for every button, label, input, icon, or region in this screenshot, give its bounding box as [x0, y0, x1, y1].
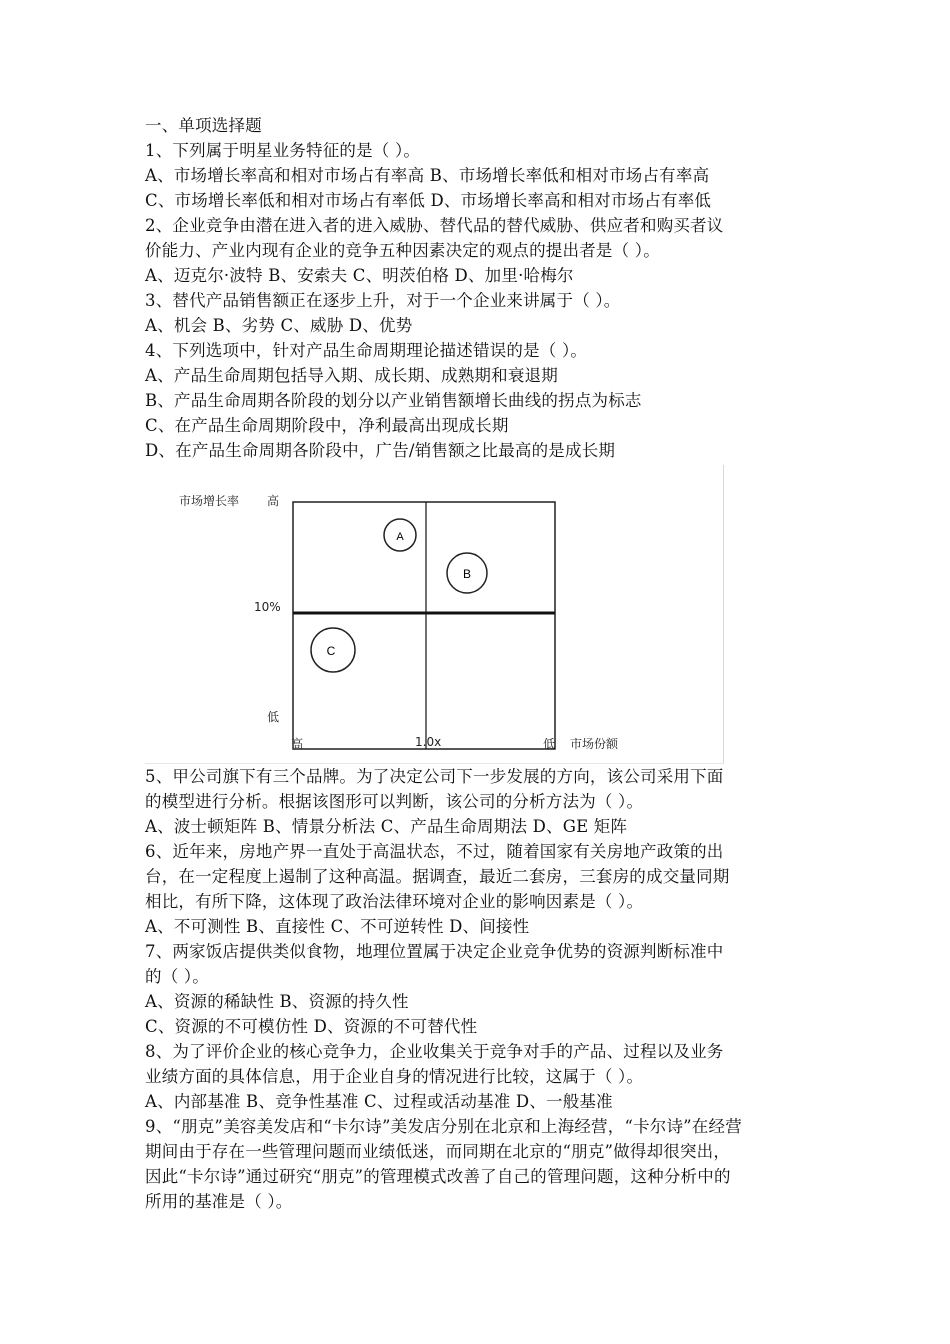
- text-line: B、产品生命周期各阶段的划分以产业销售额增长曲线的拐点为标志: [145, 391, 642, 410]
- text-line: A、资源的稀缺性 B、资源的持久性: [145, 992, 409, 1011]
- x-high-label: 高: [291, 737, 304, 751]
- x-axis-label: 市场份额: [570, 737, 619, 751]
- section-title: 一、单项选择题: [145, 116, 262, 135]
- circle-a-label: A: [396, 531, 404, 543]
- bcg-matrix-diagram: [145, 465, 723, 763]
- text-line: 所用的基准是（ ）。: [145, 1192, 293, 1211]
- text-line: C、资源的不可模仿性 D、资源的不可替代性: [145, 1017, 478, 1036]
- text-line: 3、替代产品销售额正在逐步上升，对于一个企业来讲属于（ ）。: [145, 291, 621, 310]
- matrix-frame: [293, 502, 555, 749]
- text-line: 期间由于存在一些管理问题而业绩低迷，而同期在北京的“朋克”做得却很突出，: [145, 1142, 731, 1161]
- questions-1-4: [145, 138, 815, 463]
- text-line: 相比，有所下降，这体现了政治法律环境对企业的影响因素是（ ）。: [145, 892, 644, 911]
- y-axis-label: 市场增长率: [179, 494, 240, 508]
- text-line: A、不可测性 B、直接性 C、不可逆转性 D、间接性: [145, 917, 530, 936]
- text-line: 7、两家饭店提供类似食物，地理位置属于决定企业竞争优势的资源判断标准中: [145, 942, 724, 961]
- text-line: A、迈克尔·波特 B、安索夫 C、明茨伯格 D、加里·哈梅尔: [145, 266, 574, 285]
- circle-c-label: C: [326, 644, 336, 658]
- text-line: 4、下列选项中，针对产品生命周期理论描述错误的是（ ）。: [145, 341, 588, 360]
- text-line: 因此“卡尔诗”通过研究“朋克”的管理模式改善了自己的管理问题，这种分析中的: [145, 1167, 731, 1186]
- y-mid-label: 10%: [254, 600, 281, 614]
- text-line: A、机会 B、劣势 C、威胁 D、优势: [145, 316, 413, 335]
- text-line: A、内部基准 B、竞争性基准 C、过程或活动基准 D、一般基准: [145, 1092, 613, 1111]
- y-low-label: 低: [267, 710, 280, 724]
- text-line: C、在产品生命周期阶段中，净利最高出现成长期: [145, 416, 509, 435]
- text-line: 价能力、产业内现有企业的竞争五种因素决定的观点的提出者是（ ）。: [145, 241, 660, 260]
- circle-b-label: B: [462, 567, 472, 581]
- x-mid-label: 1.0x: [415, 735, 442, 749]
- y-high-label: 高: [267, 494, 280, 508]
- text-line: 的（ ）。: [145, 967, 209, 986]
- text-line: 9、“朋克”美容美发店和“卡尔诗”美发店分别在北京和上海经营，“卡尔诗”在经营: [145, 1117, 742, 1136]
- text-line: A、市场增长率高和相对市场占有率高 B、市场增长率低和相对市场占有率高: [145, 166, 710, 185]
- text-line: 1、下列属于明星业务特征的是（ ）。: [145, 141, 421, 160]
- questions-5-9: [145, 764, 815, 1214]
- text-line: 业绩方面的具体信息，用于企业自身的情况进行比较，这属于（ ）。: [145, 1067, 644, 1086]
- text-line: A、产品生命周期包括导入期、成长期、成熟期和衰退期: [145, 366, 558, 385]
- text-line: 5、甲公司旗下有三个品牌。为了决定公司下一步发展的方向，该公司采用下面: [145, 767, 724, 786]
- text-line: A、波士顿矩阵 B、情景分析法 C、产品生命周期法 D、GE 矩阵: [145, 817, 628, 836]
- document-body: [145, 113, 815, 1214]
- text-line: 6、近年来，房地产界一直处于高温状态，不过，随着国家有关房地产政策的出: [145, 842, 724, 861]
- text-line: 的模型进行分析。根据该图形可以判断，该公司的分析方法为（ ）。: [145, 792, 644, 811]
- x-low-label: 低: [543, 737, 556, 751]
- text-line: D、在产品生命周期各阶段中，广告/销售额之比最高的是成长期: [145, 441, 616, 460]
- text-line: 8、为了评价企业的核心竞争力，企业收集关于竞争对手的产品、过程以及业务: [145, 1042, 724, 1061]
- text-line: 2、企业竞争由潜在进入者的进入威胁、替代品的替代威胁、供应者和购买者议: [145, 216, 724, 235]
- text-line: 台，在一定程度上遏制了这种高温。据调查，最近二套房，三套房的成交量同期: [145, 867, 730, 886]
- bcg-matrix-figure: [145, 465, 724, 764]
- text-line: C、市场增长率低和相对市场占有率低 D、市场增长率高和相对市场占有率低: [145, 191, 712, 210]
